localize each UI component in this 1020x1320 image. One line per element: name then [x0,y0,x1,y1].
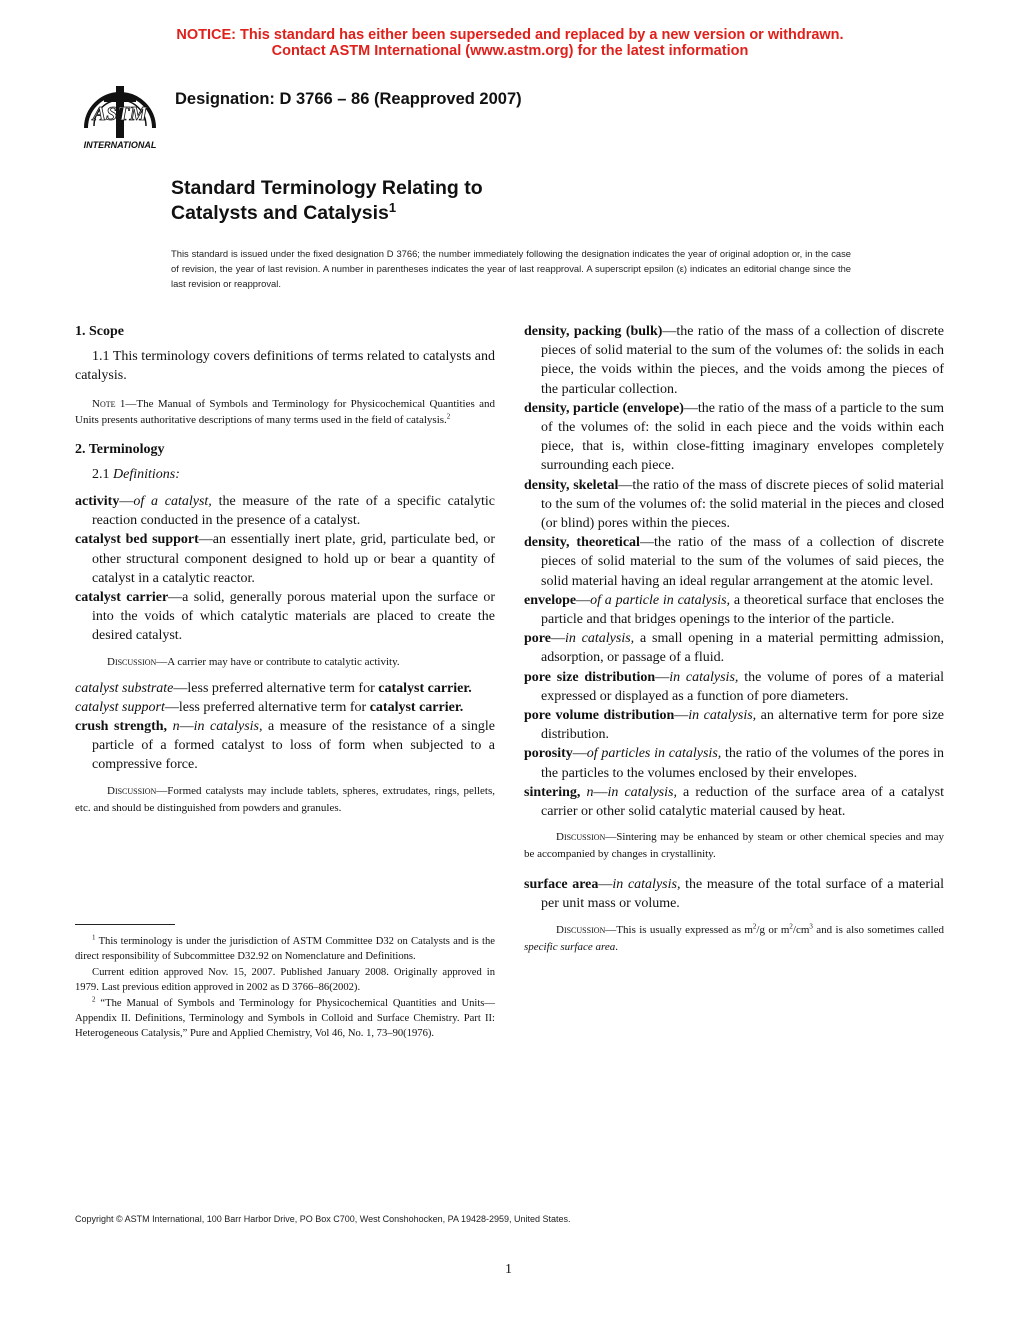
issuance-statement: This standard is issued under the fixed designation D 3766; the number immediately following the designation indicates the year of original adoption or, in the case of revision, the year of last revision. A number in parentheses indicates the year of last reapproval. A superscript epsilon (ε) indicates an editorial change since the last revision or reapproval. [171,248,851,290]
def-crush-strength: crush strength, n—in catalysis, a measure of the resistance of a single particle of a formed catalyst to loss of form when subjected to a compressive force. [75,719,495,773]
discussion-surface-area: Discussion—This is usually expressed as $m^2/g$ or $m^2/cm^3$ and is also sometimes called specific surface area. [524,922,945,953]
def-density-theoretical: density, theoretical—the ratio of the mass of a collection of discrete pieces of solid material to the sum of the volumes of said pieces, the solid material having an ideal regular arrangement at the atomic level. [524,535,945,589]
notice-line-1: NOTICE: This standard has either been superseded and replaced by a new version or withdrawn. [176,27,844,43]
title-line-2: Catalysts and Catalysis$^1$ [171,200,397,224]
logo-letters: ASTM [92,103,148,125]
note-footnote-mark: 2 [446,411,451,420]
def-surface-area: surface area—in catalysis, the measure of the total surface of a material per unit mass or volume. [524,877,945,912]
right-column [524,322,944,964]
footnotes [75,934,495,1042]
notice-line-2: Contact ASTM International (www.astm.org) for the latest information [271,43,749,59]
copyright-line: Copyright © ASTM International, 100 Barr Harbor Drive, PO Box C700, West Conshohocken, PA 19428-2959, United States. [75,1214,571,1224]
def-catalyst-substrate: catalyst substrate—less preferred alternative term for catalyst carrier. [75,680,472,696]
footnote-2: $^2$ “The Manual of Symbols and Terminology for Physicochemical Quantities and Units—Appendix II. Definitions, Terminology and Symbols in Colloid and Surface Chemistry. Part II: Heterogeneous Catalysis,” Pure and Applied Chemistry, Vol 46, No. 1, 73–90(1976). [75,995,495,1039]
footnote-1-edition: Current edition approved Nov. 15, 2007. Published January 2008. Originally approved in 1979. Last previous edition approved in 2002 as D 3766–86(2002). [75,967,495,993]
designation: Designation: D 3766 – 86 (Reapproved 2007) [175,90,522,108]
scope-paragraph: 1.1 This terminology covers definitions of terms related to catalysts and catalysis. [75,349,495,384]
scope-heading: 1. Scope [75,324,124,339]
discussion-carrier: Discussion—A carrier may have or contribute to catalytic activity. [107,655,400,668]
def-pore-size-distribution: pore size distribution—in catalysis, the volume of pores of a material expressed or displayed as a function of pore diameters. [524,669,945,704]
def-sintering: sintering, n—in catalysis, a reduction of the surface area of a catalyst carrier or other solid catalytic material caused by heat. [524,784,945,820]
terminology-heading: 2. Terminology [75,441,165,457]
logo-caption: INTERNATIONAL [83,140,157,150]
def-activity: activity—of a catalyst, the measure of the rate of a specific catalytic reaction conducted in the presence of a catalyst. [75,494,495,529]
withdrawal-notice [0,27,1020,59]
footnote-divider [75,924,175,925]
page-number: 1 [505,1262,512,1277]
astm-logo [74,72,166,152]
discussion-crush-strength: Discussion—Formed catalysts may include tablets, spheres, extrudates, rings, pellets, etc. and should be distinguished from powders and granules. [75,784,495,814]
def-porosity: porosity—of particles in catalysis, the ratio of the volumes of the pores in the particles to the volumes enclosed by their envelopes. [524,746,945,781]
def-density-particle: density, particle (envelope)—the ratio of the mass of a particle to the sum of the volumes of: the solid in each piece and the voids within each piece, that is, within close-fitting imaginary envelopes completely surrounding each piece. [524,400,944,474]
def-catalyst-carrier: catalyst carrier—a solid, generally porous material upon the surface or into the voids of which catalytic materials are placed to create the desired catalyst. [75,590,495,644]
scope-note: Note 1—The Manual of Symbols and Terminology for Physicochemical Quantities and Units presents authoritative descriptions of many terms used in the field of catalysis.$^2$ [75,397,496,426]
def-catalyst-bed-support: catalyst bed support—an essentially inert plate, grid, particulate bed, or other structural component designed to hold up or bear a quantity of catalyst in a catalytic reactor. [75,532,495,586]
def-pore-volume-distribution: pore volume distribution—in catalysis, an alternative term for pore size distribution. [524,708,944,743]
discussion-sintering: Discussion—Sintering may be enhanced by steam or other chemical species and may be accompanied by changes in crystallinity. [524,831,944,861]
def-envelope: envelope—of a particle in catalysis, a theoretical surface that encloses the particle and that bridges openings to the interior of the particle. [524,592,944,628]
def-catalyst-support: catalyst support—less preferred alternative term for catalyst carrier. [75,699,464,715]
definitions-subheading: 2.1 Definitions: [92,466,180,482]
def-density-packing: density, packing (bulk)—the ratio of the mass of a collection of discrete pieces of solid material to the sum of the volumes of: the solids in each piece, the voids within the pieces, and the voids among the pieces of the particular collection. [524,324,944,397]
footnote-1: $^1$ This terminology is under the jurisdiction of ASTM Committee D32 on Catalysts and is the direct responsibility of Subcommittee D32.92 on Nomenclature and Definitions. [75,933,495,962]
def-density-skeletal: density, skeletal—the ratio of the mass of discrete pieces of solid material to the sum of the volumes of: the solid material in the pieces and closed (or blind) pores within the pieces. [524,477,944,532]
title-line-1: Standard Terminology Relating to [171,177,483,199]
left-column [75,322,495,825]
def-pore: pore—in catalysis, a small opening in a material permitting admission, adsorption, or passage of a fluid. [524,631,945,666]
document-title [171,176,483,226]
title-footnote-mark: 1 [388,200,397,215]
